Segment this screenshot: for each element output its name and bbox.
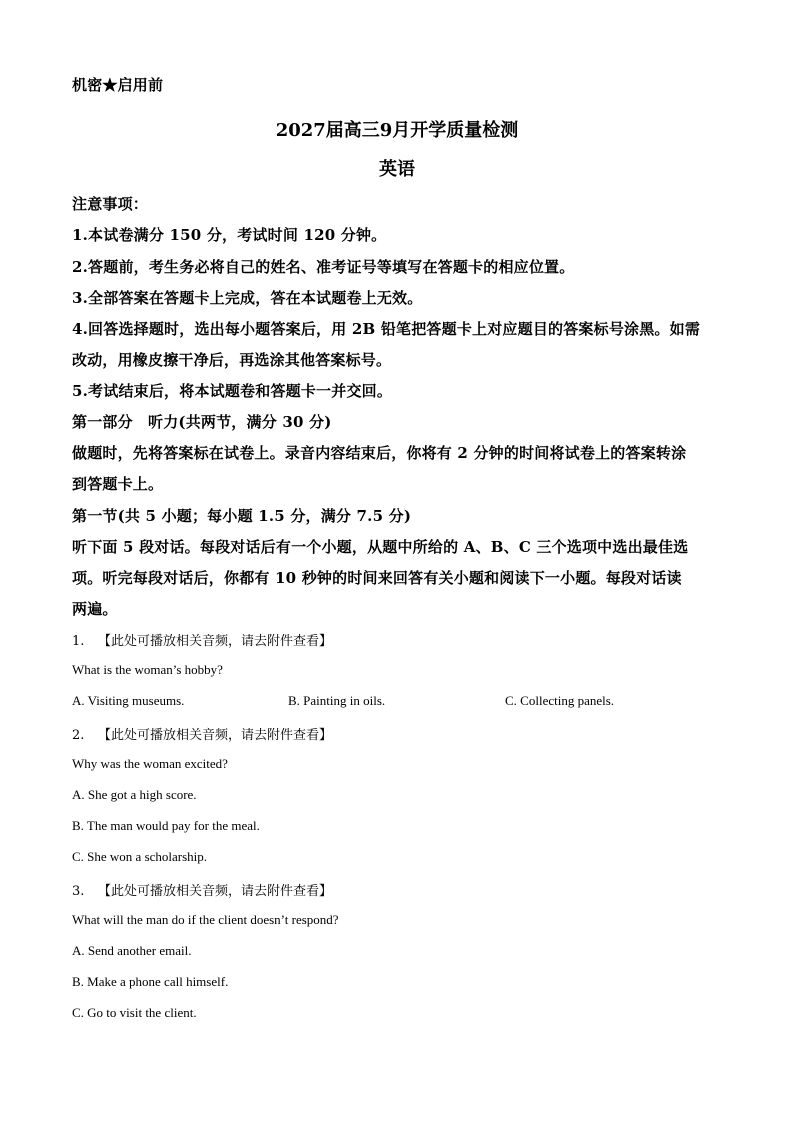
note-item-5: 5.考试结束后，将本试题卷和答题卡一并交回。	[72, 382, 393, 400]
secret-mark: 机密★启用前	[72, 76, 164, 94]
question-2-option-b: B. The man would pay for the meal.	[72, 818, 260, 833]
question-number: 1.	[72, 634, 85, 649]
section1-instruction-line-3: 两遍。	[72, 600, 118, 618]
question-number: 3.	[72, 884, 85, 899]
exam-title: 2027届高三9月开学质量检测	[275, 120, 519, 141]
section1-instruction-line-1: 听下面 5 段对话。每段对话后有一个小题，从题中所给的 A、B、C 三个选项中选出最佳选	[72, 538, 689, 556]
audio-note-link[interactable]: 【此处可播放相关音频，请去附件查看】	[98, 728, 333, 743]
question-1-option-b: B. Painting in oils.	[288, 693, 386, 708]
note-item-3: 3.全部答案在答题卡上完成，答在本试题卷上无效。	[72, 289, 423, 307]
note-item-2: 2.答题前，考生务必将自己的姓名、准考证号等填写在答题卡的相应位置。	[72, 258, 575, 276]
question-2-option-c: C. She won a scholarship.	[72, 849, 208, 864]
question-2-text: Why was the woman excited?	[72, 756, 228, 771]
question-3-option-a: A. Send another email.	[72, 943, 192, 958]
notes-heading: 注意事项：	[72, 195, 149, 213]
part1-instruction-line-1: 做题时，先将答案标在试卷上。录音内容结束后，你将有 2 分钟的时间将试卷上的答案转涂	[72, 444, 687, 462]
subject-title: 英语	[379, 159, 415, 180]
note-item-4: 4.回答选择题时，选出每小题答案后，用 2B 铅笔把答题卡上对应题目的答案标号涂黑。如需	[72, 320, 701, 338]
question-1-audio-line	[72, 630, 332, 649]
question-1-option-c: C. Collecting panels.	[505, 693, 615, 708]
note-item-1: 1.本试卷满分 150 分，考试时间 120 分钟。	[72, 226, 387, 244]
audio-note-link[interactable]: 【此处可播放相关音频，请去附件查看】	[98, 634, 333, 649]
question-3-audio-line	[72, 880, 332, 899]
part1-instruction-line-2: 到答题卡上。	[72, 475, 164, 493]
section1-heading: 第一节(共 5 小题；每小题 1.5 分，满分 7.5 分)	[72, 507, 412, 525]
question-2-option-a: A. She got a high score.	[72, 787, 197, 802]
section1-instruction-line-2: 项。听完每段对话后，你都有 10 秒钟的时间来回答有关小题和阅读下一小题。每段对话读	[72, 569, 682, 587]
question-3-text: What will the man do if the client doesn’t respond?	[72, 912, 339, 927]
question-number: 2.	[72, 728, 85, 743]
question-1-text: What is the woman’s hobby?	[72, 662, 223, 677]
part1-heading: 第一部分 听力(共两节，满分 30 分)	[72, 413, 332, 431]
audio-note-link[interactable]: 【此处可播放相关音频，请去附件查看】	[98, 884, 333, 899]
question-3-option-c: C. Go to visit the client.	[72, 1005, 197, 1020]
question-2-audio-line	[72, 724, 332, 743]
note-item-4-cont: 改动，用橡皮擦干净后，再选涂其他答案标号。	[72, 351, 392, 369]
question-1-option-a: A. Visiting museums.	[72, 693, 185, 708]
question-3-option-b: B. Make a phone call himself.	[72, 974, 229, 989]
